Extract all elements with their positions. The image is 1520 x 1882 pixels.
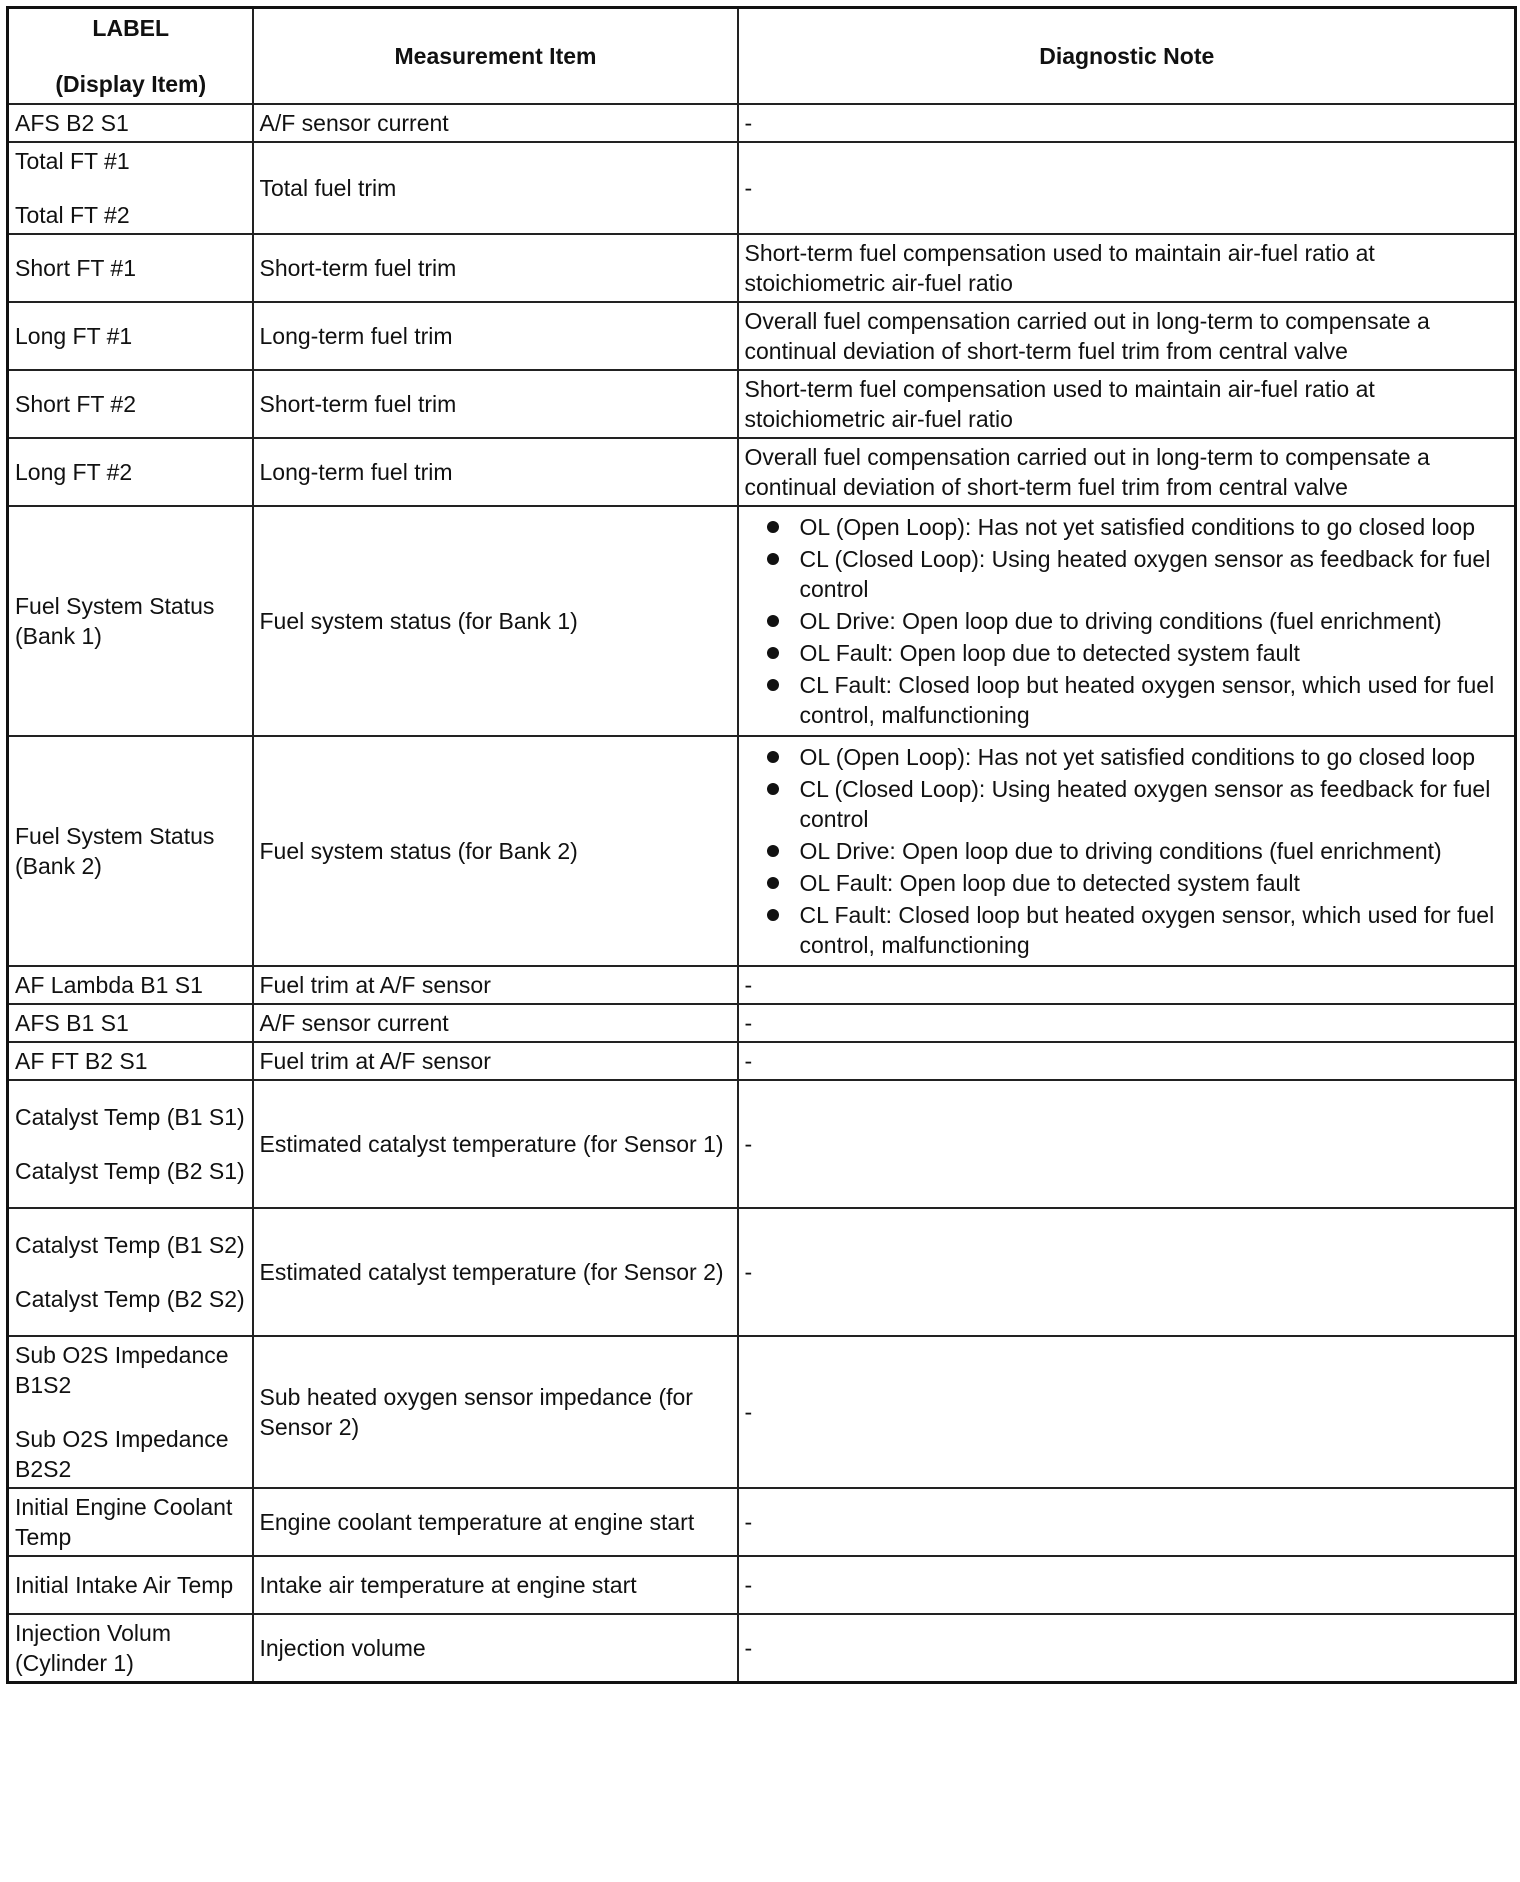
measurement-item-cell: Intake air temperature at engine start (253, 1556, 738, 1614)
diagnostic-note-cell: - (738, 1488, 1516, 1556)
table-row (8, 1488, 1516, 1556)
measurement-item-cell: Short-term fuel trim (253, 370, 738, 438)
table-row (8, 1556, 1516, 1614)
measurement-item-cell: Estimated catalyst temperature (for Sensor 2) (253, 1208, 738, 1336)
bullet-icon (767, 909, 779, 921)
diagnostic-note-cell: - (738, 142, 1516, 234)
measurement-item-cell: Long-term fuel trim (253, 438, 738, 506)
label-cell (8, 736, 253, 966)
label-cell (8, 234, 253, 302)
bullet-icon (767, 647, 779, 659)
display-item-label: Long FT #2 (15, 459, 133, 485)
measurement-item-cell: Short-term fuel trim (253, 234, 738, 302)
header-diagnostic-note: Diagnostic Note (738, 8, 1516, 105)
diagnostic-note-cell (738, 506, 1516, 736)
table-row (8, 966, 1516, 1004)
label-cell (8, 1042, 253, 1080)
list-item (745, 900, 1510, 960)
label-cell (8, 302, 253, 370)
header-label-line2: (Display Item) (55, 71, 207, 97)
list-item (745, 742, 1510, 772)
list-item-text: CL (Closed Loop): Using heated oxygen sensor as feedback for fuel control (799, 546, 1491, 602)
table-row (8, 234, 1516, 302)
diagnostic-note-cell: Overall fuel compensation carried out in long-term to compensate a continual deviation of short-term fuel trim from central valve (738, 302, 1516, 370)
fuel-status-list (745, 512, 1510, 730)
diagnostic-note-cell: - (738, 1208, 1516, 1336)
label-cell (8, 104, 253, 142)
display-item-label: Fuel System Status (Bank 2) (15, 823, 215, 879)
bullet-icon (767, 553, 779, 565)
bullet-icon (767, 751, 779, 763)
header-label (8, 8, 253, 105)
display-item-label: Short FT #2 (15, 391, 137, 417)
bullet-icon (767, 783, 779, 795)
measurement-item-cell: Sub heated oxygen sensor impedance (for Sensor 2) (253, 1336, 738, 1488)
list-item (745, 638, 1510, 668)
display-item-label: Catalyst Temp (B1 S1) (15, 1104, 245, 1130)
display-item-label: AF FT B2 S1 (15, 1048, 148, 1074)
display-item-label: Catalyst Temp (B2 S1) (15, 1158, 245, 1184)
list-item-text: OL Drive: Open loop due to driving conditions (fuel enrichment) (799, 838, 1442, 864)
diagnostic-note-cell: - (738, 104, 1516, 142)
diagnostic-note-cell: Short-term fuel compensation used to maintain air-fuel ratio at stoichiometric air-fuel ratio (738, 370, 1516, 438)
diagnostic-note-cell (738, 736, 1516, 966)
label-cell (8, 1488, 253, 1556)
label-cell (8, 1336, 253, 1488)
display-item-label: Total FT #1 (15, 148, 130, 174)
label-cell (8, 1614, 253, 1683)
list-item (745, 868, 1510, 898)
list-item (745, 670, 1510, 730)
table-row (8, 1080, 1516, 1208)
measurement-item-cell: Long-term fuel trim (253, 302, 738, 370)
list-item-text: OL Fault: Open loop due to detected system fault (799, 640, 1300, 666)
table-row (8, 1042, 1516, 1080)
diagnostic-note-cell: - (738, 1080, 1516, 1208)
list-item (745, 774, 1510, 834)
table-row (8, 1208, 1516, 1336)
fuel-status-list (745, 742, 1510, 960)
table-row (8, 1336, 1516, 1488)
display-item-label: Sub O2S Impedance B2S2 (15, 1426, 229, 1482)
diagnostic-note-cell: - (738, 1004, 1516, 1042)
label-cell (8, 1208, 253, 1336)
measurement-item-cell: Injection volume (253, 1614, 738, 1683)
diagnostic-note-cell: Short-term fuel compensation used to maintain air-fuel ratio at stoichiometric air-fuel ratio (738, 234, 1516, 302)
list-item-text: OL (Open Loop): Has not yet satisfied conditions to go closed loop (799, 514, 1475, 540)
measurement-item-cell: A/F sensor current (253, 1004, 738, 1042)
table-row (8, 370, 1516, 438)
label-cell (8, 438, 253, 506)
table-row (8, 506, 1516, 736)
label-cell (8, 142, 253, 234)
diagnostic-note-cell: - (738, 1614, 1516, 1683)
list-item (745, 836, 1510, 866)
list-item-text: OL (Open Loop): Has not yet satisfied conditions to go closed loop (799, 744, 1475, 770)
header-label-line1: LABEL (92, 15, 170, 41)
bullet-icon (767, 521, 779, 533)
label-cell (8, 1004, 253, 1042)
label-cell (8, 506, 253, 736)
table-row (8, 1614, 1516, 1683)
table-row (8, 1004, 1516, 1042)
bullet-icon (767, 615, 779, 627)
display-item-label: Injection Volum (Cylinder 1) (15, 1620, 171, 1676)
display-item-label: Long FT #1 (15, 323, 133, 349)
bullet-icon (767, 845, 779, 857)
diagnostic-table (6, 6, 1517, 1684)
list-item (745, 606, 1510, 636)
list-item-text: OL Fault: Open loop due to detected system fault (799, 870, 1300, 896)
display-item-label: AF Lambda B1 S1 (15, 972, 203, 998)
measurement-item-cell: Total fuel trim (253, 142, 738, 234)
label-cell (8, 370, 253, 438)
bullet-icon (767, 877, 779, 889)
display-item-label: AFS B1 S1 (15, 1010, 129, 1036)
list-item-text: OL Drive: Open loop due to driving conditions (fuel enrichment) (799, 608, 1442, 634)
display-item-label: Catalyst Temp (B2 S2) (15, 1286, 245, 1312)
measurement-item-cell: Engine coolant temperature at engine start (253, 1488, 738, 1556)
display-item-label: Initial Engine Coolant Temp (15, 1494, 233, 1550)
display-item-label: Total FT #2 (15, 202, 130, 228)
header-measurement-item: Measurement Item (253, 8, 738, 105)
display-item-label: Fuel System Status (Bank 1) (15, 593, 215, 649)
bullet-icon (767, 679, 779, 691)
list-item (745, 512, 1510, 542)
diagnostic-note-cell: - (738, 1556, 1516, 1614)
display-item-label: Short FT #1 (15, 255, 137, 281)
measurement-item-cell: Fuel system status (for Bank 1) (253, 506, 738, 736)
list-item-text: CL (Closed Loop): Using heated oxygen sensor as feedback for fuel control (799, 776, 1491, 832)
table-row (8, 438, 1516, 506)
measurement-item-cell: A/F sensor current (253, 104, 738, 142)
display-item-label: Sub O2S Impedance B1S2 (15, 1342, 229, 1398)
display-item-label: Initial Intake Air Temp (15, 1572, 234, 1598)
list-item-text: CL Fault: Closed loop but heated oxygen sensor, which used for fuel control, malfunctioning (799, 672, 1495, 728)
measurement-item-cell: Fuel trim at A/F sensor (253, 1042, 738, 1080)
table-row (8, 736, 1516, 966)
measurement-item-cell: Estimated catalyst temperature (for Sensor 1) (253, 1080, 738, 1208)
diagnostic-note-cell: Overall fuel compensation carried out in long-term to compensate a continual deviation of short-term fuel trim from central valve (738, 438, 1516, 506)
table-row (8, 142, 1516, 234)
label-cell (8, 1080, 253, 1208)
measurement-item-cell: Fuel trim at A/F sensor (253, 966, 738, 1004)
label-cell (8, 1556, 253, 1614)
table-header-row (8, 8, 1516, 105)
label-cell (8, 966, 253, 1004)
list-item (745, 544, 1510, 604)
table-row (8, 302, 1516, 370)
list-item-text: CL Fault: Closed loop but heated oxygen sensor, which used for fuel control, malfunctioning (799, 902, 1495, 958)
diagnostic-note-cell: - (738, 966, 1516, 1004)
display-item-label: Catalyst Temp (B1 S2) (15, 1232, 245, 1258)
display-item-label: AFS B2 S1 (15, 110, 129, 136)
measurement-item-cell: Fuel system status (for Bank 2) (253, 736, 738, 966)
table-row (8, 104, 1516, 142)
diagnostic-note-cell: - (738, 1042, 1516, 1080)
diagnostic-note-cell: - (738, 1336, 1516, 1488)
